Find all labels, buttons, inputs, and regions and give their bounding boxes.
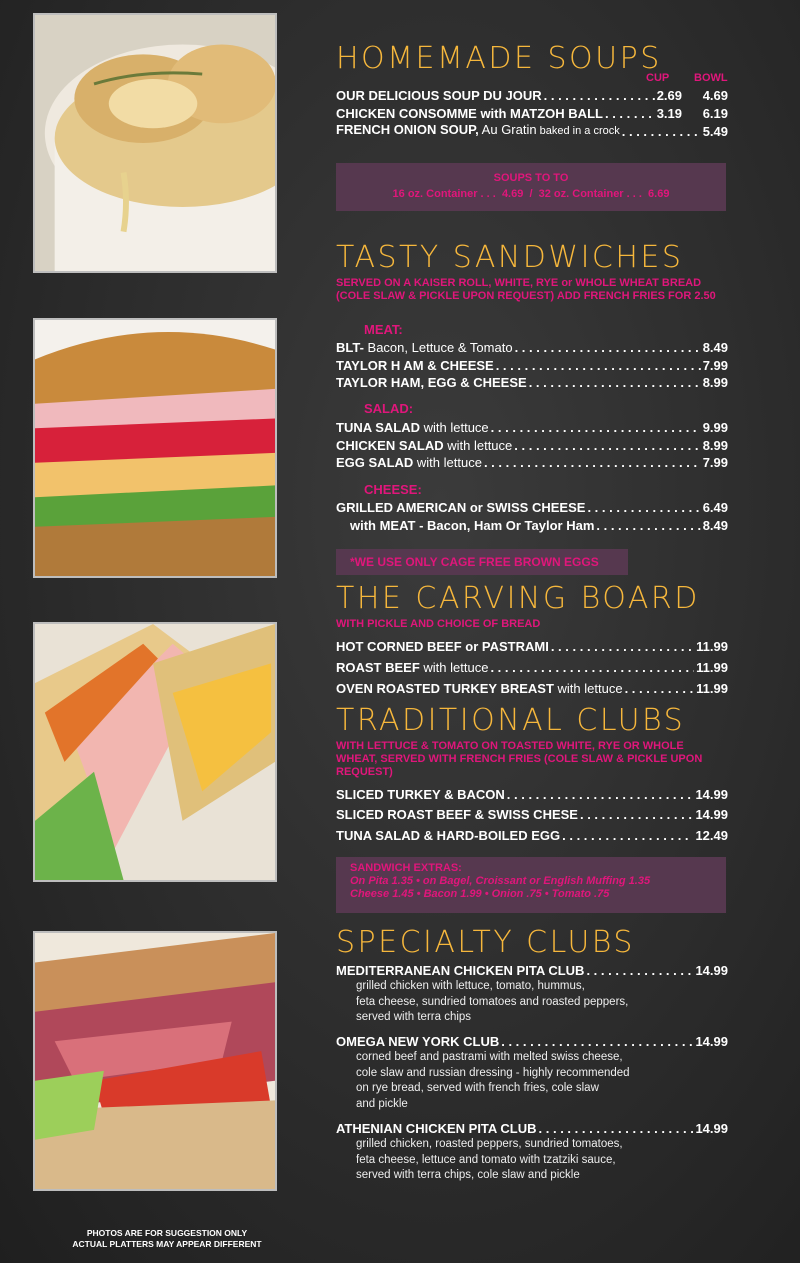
sandwich-extras-box <box>336 857 726 913</box>
specialty-heading: SPECIALTY CLUBS <box>336 925 635 960</box>
soups-to-go-title: SOUPS TO TO <box>493 172 569 184</box>
soups-heading: HOMEMADE SOUPS <box>336 41 662 76</box>
carving-item-2 <box>336 680 728 697</box>
item-price: 7.99 <box>702 455 728 470</box>
photo-disclaimer: PHOTOS ARE FOR SUGGESTION ONLY ACTUAL PLATTERS MAY APPEAR DIFFERENT <box>72 1228 262 1249</box>
item-price: 8.99 <box>702 438 728 453</box>
item-price-cup: 2.69 <box>656 88 682 103</box>
item-name: TAYLOR HAM, EGG & CHEESE <box>336 375 527 390</box>
item-name: FRENCH ONION SOUP, Au Gratin baked in a crock <box>336 122 620 137</box>
item-name: TAYLOR H AM & CHEESE <box>336 358 494 373</box>
photo-blt-sandwich <box>33 318 277 578</box>
item-name: TUNA SALAD with lettuce <box>336 420 489 435</box>
clubs-subtitle: WITH LETTUCE & TOMATO ON TOASTED WHITE, RYE OR WHOLE WHEAT, SERVED WITH FRENCH FRIES (COLE SLAW & PICKLE UPON REQUEST) <box>336 740 703 778</box>
item-price: 6.49 <box>702 500 728 515</box>
specialty-item-1-description: corned beef and pastrami with melted swiss cheese, cole slaw and russian dressing - highly recommended on rye bread, served with french fries, cole slaw and pickle <box>356 1051 630 1110</box>
specialty-item-2-description: grilled chicken, roasted peppers, sundried tomatoes, feta cheese, lettuce and tomato with tzatziki sauce, served with terra chips, cole slaw and pickle <box>356 1138 623 1181</box>
item-price: 11.99 <box>696 639 728 654</box>
specialty-item-0 <box>336 962 728 979</box>
item-name: MEDITERRANEAN CHICKEN PITA CLUB <box>336 963 585 978</box>
item-price: 8.49 <box>702 518 728 533</box>
item-price: 5.49 <box>702 124 728 139</box>
item-price-bowl: 6.19 <box>702 106 728 121</box>
meat-item-2 <box>336 374 728 391</box>
item-price: 11.99 <box>696 681 728 696</box>
salad-item-2 <box>336 454 728 471</box>
sandwich-extras-title: SANDWICH EXTRAS: <box>350 862 462 874</box>
item-name: with MEAT - Bacon, Ham Or Taylor Ham <box>350 518 595 533</box>
item-price-cup: 3.19 <box>656 106 682 121</box>
soups-col-cup: CUP <box>646 72 670 84</box>
item-name: CHICKEN CONSOMME with MATZOH BALL <box>336 106 603 121</box>
item-name: ATHENIAN CHICKEN PITA CLUB <box>336 1121 537 1136</box>
sandwich-extras-line2: Cheese 1.45 • Bacon 1.99 • Onion .75 • Tomato .75 <box>350 888 610 900</box>
item-price: 14.99 <box>695 1034 728 1049</box>
item-name: OMEGA NEW YORK CLUB <box>336 1034 500 1049</box>
specialty-item-1 <box>336 1033 728 1050</box>
eggs-note: *WE USE ONLY CAGE FREE BROWN EGGS <box>350 555 599 569</box>
item-price-bowl: 4.69 <box>702 88 728 103</box>
soup-item-1 <box>336 105 728 122</box>
meat-label: MEAT: <box>364 322 403 337</box>
meat-item-1 <box>336 357 728 374</box>
club-item-2 <box>336 827 728 844</box>
item-name: OUR DELICIOUS SOUP DU JOUR <box>336 88 542 103</box>
item-price: 14.99 <box>695 963 728 978</box>
item-name: GRILLED AMERICAN or SWISS CHEESE <box>336 500 586 515</box>
club-item-1 <box>336 806 728 823</box>
item-name: BLT- Bacon, Lettuce & Tomato <box>336 340 513 355</box>
photo-pastrami-club <box>33 931 277 1191</box>
item-price: 11.99 <box>696 660 728 675</box>
sandwich-extras-line1: On Pita 1.35 • on Bagel, Croissant or English Muffing 1.35 <box>350 875 651 887</box>
item-name: OVEN ROASTED TURKEY BREAST with lettuce <box>336 681 623 696</box>
item-name: ROAST BEEF with lettuce <box>336 660 489 675</box>
salad-label: SALAD: <box>364 401 414 416</box>
item-name: SLICED TURKEY & BACON <box>336 787 505 802</box>
specialty-item-0-description: grilled chicken with lettuce, tomato, hummus, feta cheese, sundried tomatoes and roasted peppers, served with terra chips <box>356 980 629 1023</box>
soups-col-bowl: BOWL <box>694 72 728 84</box>
clubs-heading: TRADITIONAL CLUBS <box>336 703 686 738</box>
carving-subtitle: WITH PICKLE AND CHOICE OF BREAD <box>336 618 541 630</box>
carving-item-1 <box>336 659 728 676</box>
carving-heading: THE CARVING BOARD <box>336 581 700 616</box>
item-name: EGG SALAD with lettuce <box>336 455 482 470</box>
sandwiches-heading: TASTY SANDWICHES <box>336 240 684 275</box>
club-item-0 <box>336 786 728 803</box>
cheese-label: CHEESE: <box>364 482 422 497</box>
item-price: 8.49 <box>702 340 728 355</box>
item-price: 14.99 <box>695 787 728 802</box>
salad-item-1 <box>336 437 728 454</box>
meat-item-0 <box>336 339 728 356</box>
item-name: HOT CORNED BEEF or PASTRAMI <box>336 639 549 654</box>
soup-item-0 <box>336 87 728 104</box>
photo-club-sandwich <box>33 622 277 882</box>
item-name: TUNA SALAD & HARD-BOILED EGG <box>336 828 561 843</box>
cheese-item-0 <box>336 499 728 516</box>
photo-french-onion-soup <box>33 13 277 273</box>
cheese-item-1 <box>350 517 728 534</box>
item-price: 14.99 <box>695 807 728 822</box>
soups-to-go-line: 16 oz. Container . . . 4.69 / 32 oz. Container . . . 6.69 <box>392 188 670 200</box>
item-price: 7.99 <box>702 358 728 373</box>
soup-item-2 <box>336 123 728 140</box>
item-name: SLICED ROAST BEEF & SWISS CHESE <box>336 807 578 822</box>
specialty-item-2 <box>336 1120 728 1137</box>
sandwiches-subtitle: SERVED ON A KAISER ROLL, WHITE, RYE or WHOLE WHEAT BREAD (COLE SLAW & PICKLE UPON REQUEST) ADD FRENCH FRIES FOR 2.50 <box>336 277 716 302</box>
salad-item-0 <box>336 419 728 436</box>
item-price: 14.99 <box>695 1121 728 1136</box>
soups-to-go-box <box>336 163 726 211</box>
item-price: 9.99 <box>702 420 728 435</box>
item-price: 12.49 <box>695 828 728 843</box>
item-name: CHICKEN SALAD with lettuce <box>336 438 513 453</box>
eggs-note-box <box>336 549 628 575</box>
carving-item-0 <box>336 638 728 655</box>
item-price: 8.99 <box>702 375 728 390</box>
